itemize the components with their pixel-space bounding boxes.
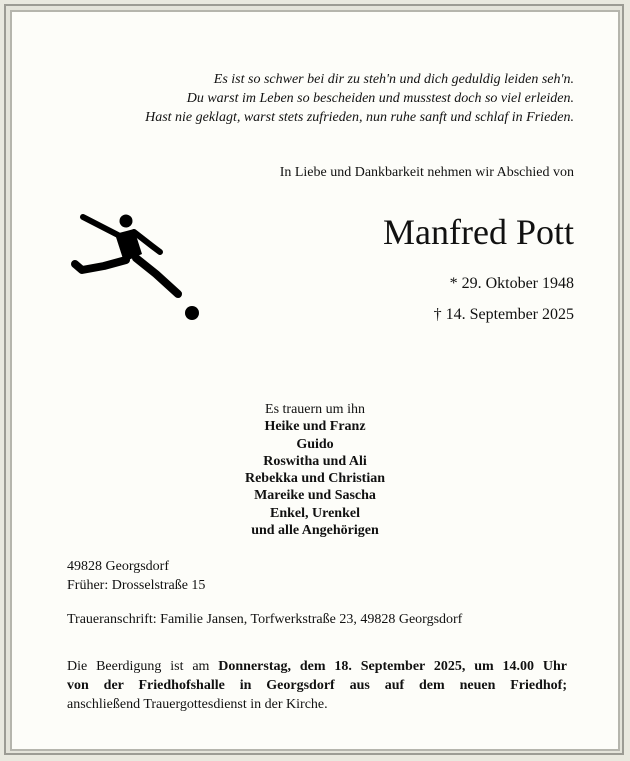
poem-line: Es ist so schwer bei dir zu steh'n und dich geduldig leiden seh'n.: [213, 72, 574, 87]
address-line: 49828 Georgsdorf: [67, 559, 170, 574]
mourner-name: und alle Angehörigen: [251, 523, 379, 539]
condolence-address: Traueranschrift: Familie Jansen, Torfwerkstraße 23, 49828 Georgsdorf: [67, 612, 463, 627]
mourner-name: Enkel, Urenkel: [270, 505, 360, 521]
funeral-date-time: Donnerstag, dem 18. September 2025, um 14.00 Uhr: [218, 659, 567, 674]
address-block: [67, 557, 205, 595]
funeral-line-3: anschließend Trauergottesdienst in der Kirche.: [67, 697, 328, 712]
mourner-name: Mareike und Sascha: [254, 488, 376, 504]
mourner-name: Guido: [296, 436, 334, 452]
poem-line: Du warst im Leben so bescheiden und musstest doch so viel erleiden.: [186, 91, 574, 106]
mourners-heading: Es trauern um ihn: [265, 402, 365, 417]
mourner-name: Roswitha und Ali: [263, 453, 367, 469]
funeral-location: von der Friedhofshalle in Georgsdorf aus auf dem neuen Friedhof;: [67, 678, 567, 693]
mourners-block: [0, 401, 630, 539]
birth-date: * 29. Oktober 1948: [449, 275, 574, 292]
death-date: † 14. September 2025: [433, 306, 574, 323]
funeral-info: [67, 657, 567, 714]
soccer-player-silhouette-icon: [68, 210, 203, 325]
mourner-name: Rebekka und Christian: [244, 471, 386, 487]
mourner-name: Heike und Franz: [264, 419, 366, 435]
funeral-line-2: [67, 676, 567, 695]
former-address-line: Früher: Drosselstraße 15: [67, 578, 206, 593]
funeral-line-1: [67, 657, 567, 676]
poem-line: Hast nie geklagt, warst stets zufrieden, nun ruhe sanft und schlaf in Frieden.: [145, 110, 574, 125]
funeral-text: Die Beerdigung ist am: [67, 659, 219, 674]
poem: [145, 70, 574, 127]
intro-text: In Liebe und Dankbarkeit nehmen wir Abschied von: [279, 165, 574, 180]
deceased-name: Manfred Pott: [383, 212, 574, 252]
